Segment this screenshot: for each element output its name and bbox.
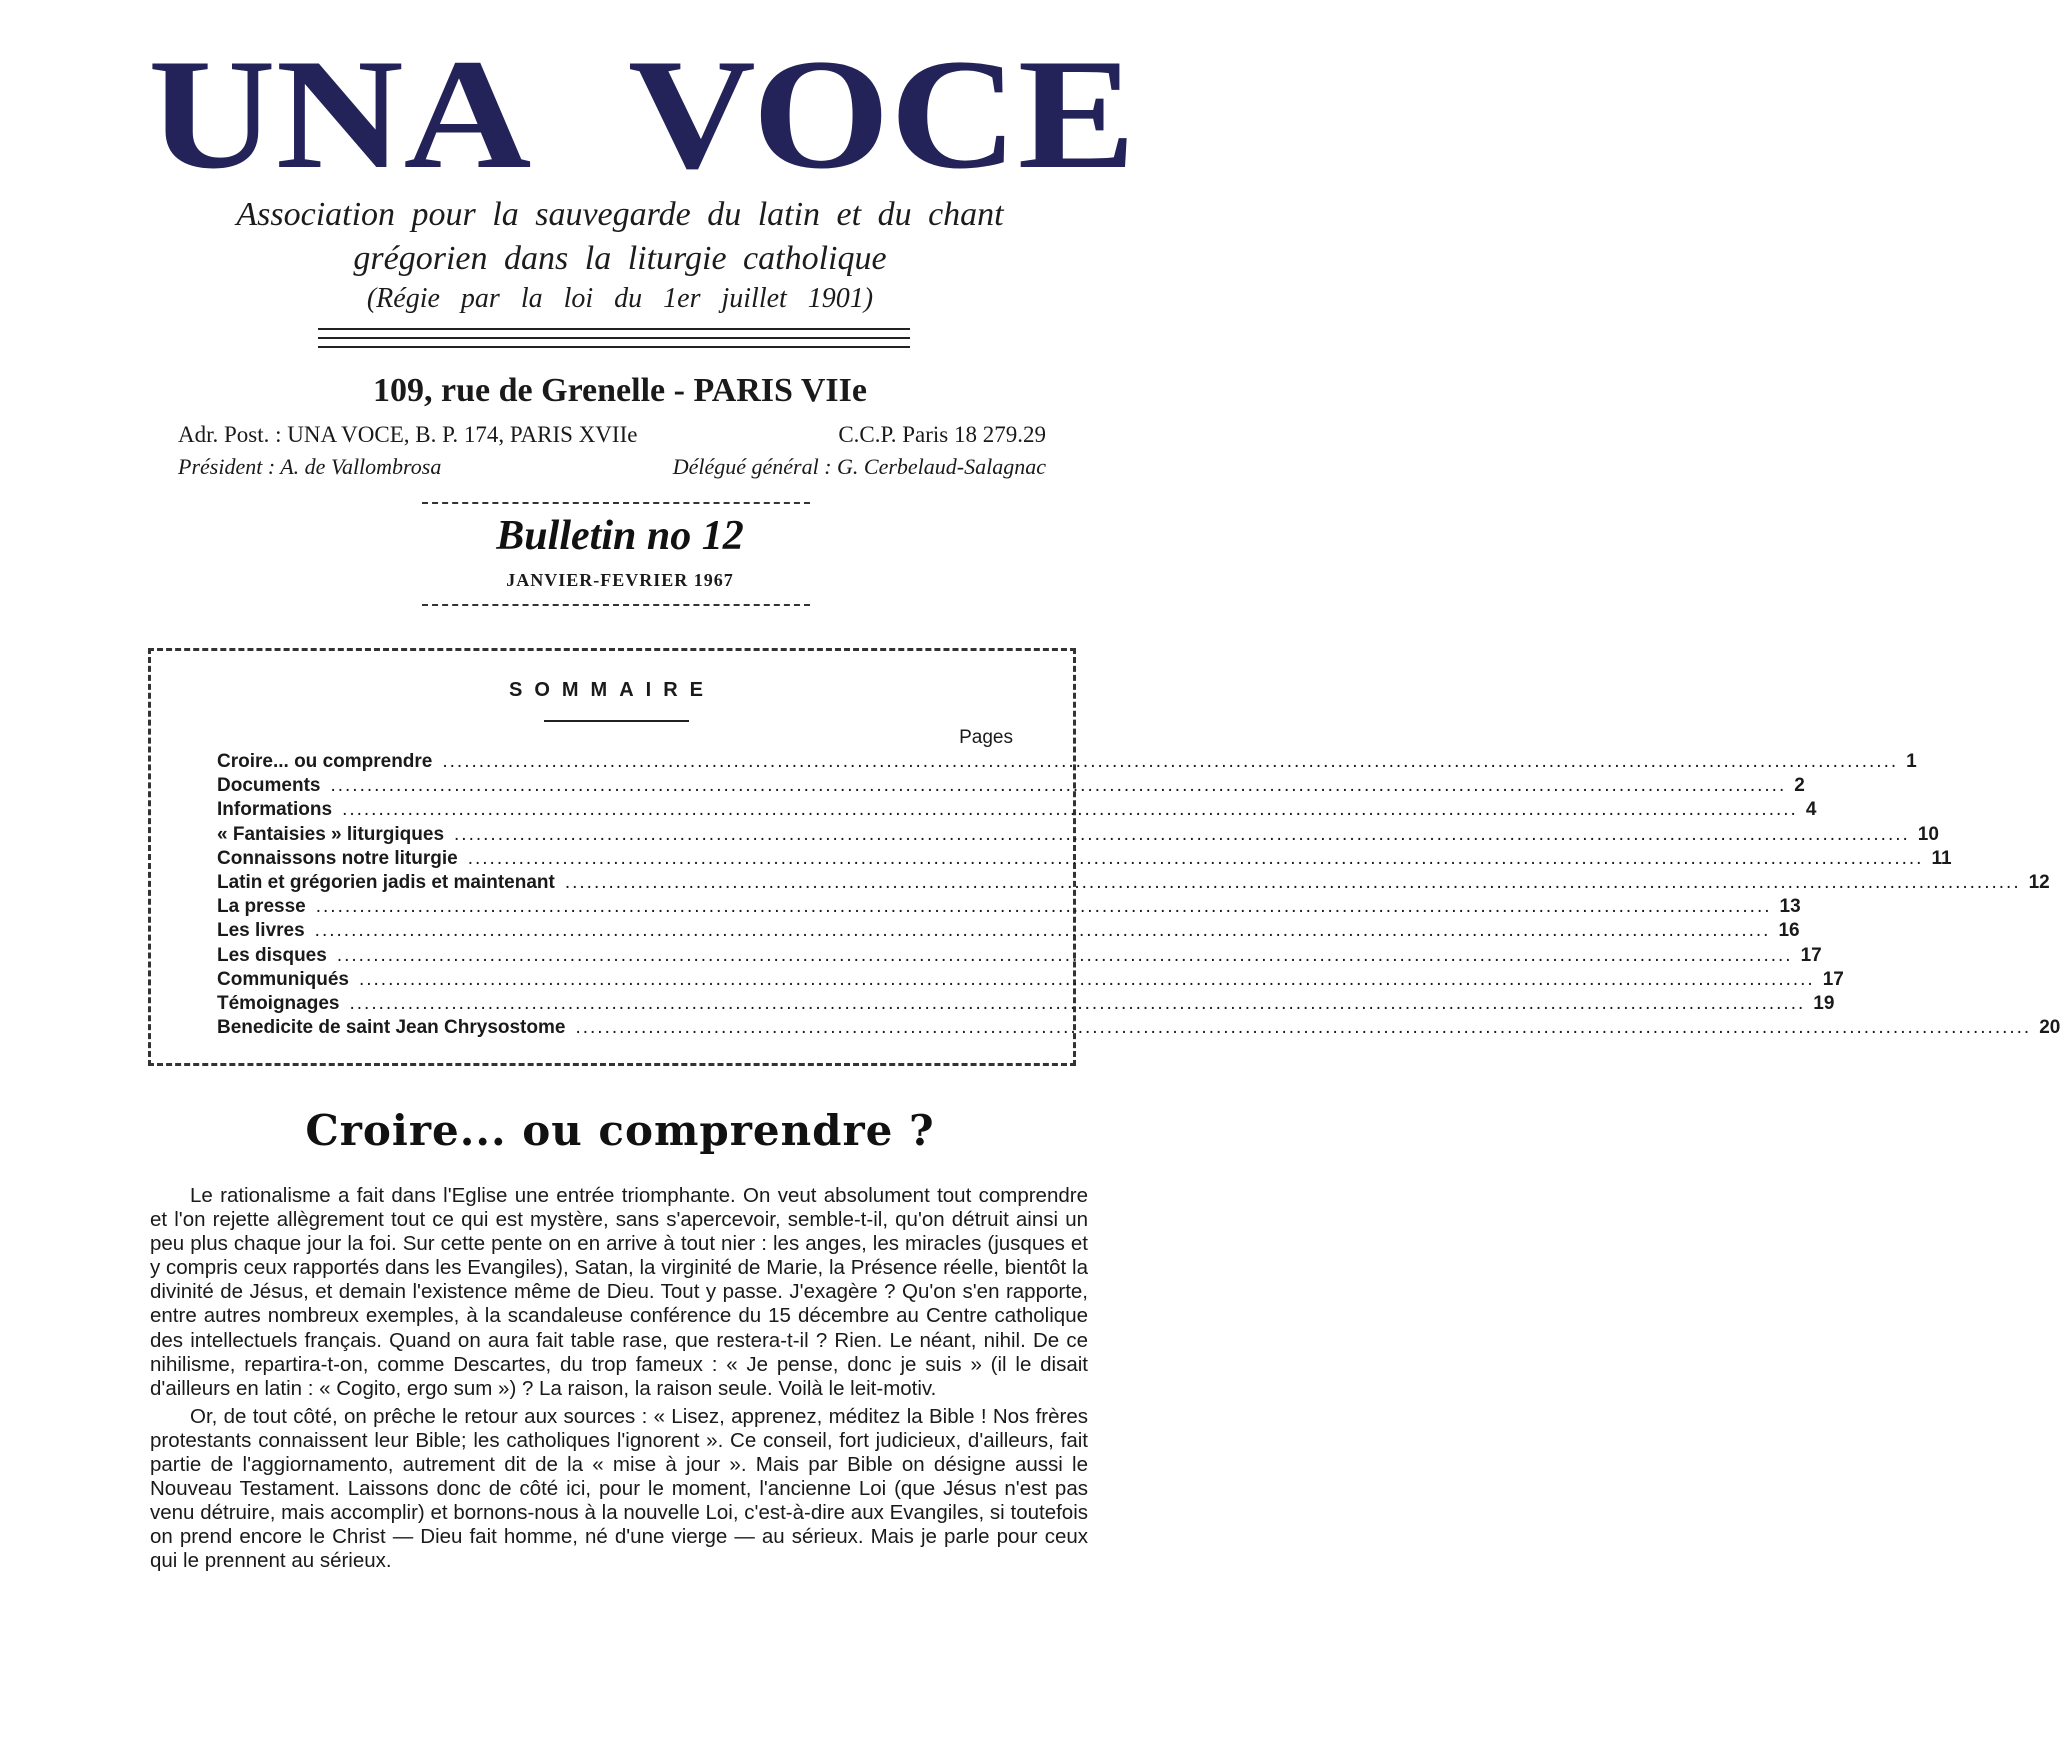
toc-leader-dots: ........................................................................................................................................................................................................ (336, 944, 1793, 966)
toc-entry-page: 1 (1906, 751, 1917, 772)
tagline-line3: (Régie par la loi du 1er juillet 1901) (366, 283, 874, 314)
toc-entry (217, 920, 1800, 944)
divider-top (422, 502, 810, 504)
toc-entry (217, 992, 1835, 1017)
toc-entry-title: Benedicite de saint Jean Chrysostome (217, 1017, 566, 1039)
table-of-contents (217, 751, 2060, 1041)
toc-entry-page: 12 (2028, 871, 2050, 893)
masthead (0, 27, 1240, 202)
article-paragraph: Or, de tout côté, on prêche le retour aux sources : « Lisez, apprenez, méditez la Bible ! Nos frères protestants connaissent leur Bible; les catholiques l'ignorent ». Ce conseil, fort judicieux, d'ailleurs, fait partie de l'aggiornamento, autrement dit de la « mise à jour ». Mais par Bible on désigne aussi le Nouveau Testament. Laissons donc de côté ici, pour le moment, l'ancienne Loi (que Jésus n'est pas venu détruire, mais accomplir) et bornons-nous à la nouvelle Loi, c'est-à-dire aux Evangiles, si toutefois on prend encore le Christ — Dieu fait homme, né d'une vierge — au sérieux. Mais je parle pour ceux qui le prennent au sérieux. (150, 1404, 1088, 1573)
toc-entry-title: Documents (217, 775, 321, 797)
article-title: Croire... ou comprendre ? (305, 1106, 935, 1155)
toc-entry-title: « Fantaisies » liturgiques (217, 823, 445, 845)
article-paragraph: Le rationalisme a fait dans l'Eglise une entrée triomphante. On veut absolument tout comprendre et l'on rejette allègrement tout ce qui est mystère, sans s'apercevoir, semble-t-il, qu'on détruit ainsi un peu plus chaque jour la foi. Sur cette pente on en arrive à tout nier : les anges, les miracles (jusques et y compris ceux rapportés dans les Evangiles), Satan, la virginité de Marie, la Présence réelle, bientôt la divinité de Jésus, et demain l'existence même de Dieu. Tout y passe. J'exagère ? Qu'on s'en rapporte, entre autres nombreux exemples, à la scandaleuse conférence du 15 décembre au Centre catholique des intellectuels français. Quand on aura fait table rase, que restera-t-il ? Rien. Le néant, nihil. De ce nihilisme, repartira-t-on, comme Descartes, du trop fameux : « Je pense, donc je suis » (il le disait d'ailleurs en latin : « Cogito, ergo sum ») ? La raison, la raison seule. Voilà le leit-motiv. (150, 1184, 1088, 1400)
toc-entry (217, 847, 1952, 872)
toc-entry-page: 19 (1813, 992, 1835, 1014)
toc-entry-page: 13 (1779, 896, 1801, 918)
toc-entry-page: 16 (1778, 920, 1800, 942)
masthead-voce: VOCE (628, 27, 1136, 202)
delegate-general: Délégué général : G. Cerbelaud-Salagnac (672, 454, 1046, 479)
toc-entry-title: Communiqués (217, 968, 349, 990)
toc-entry-page: 17 (1822, 968, 1844, 990)
toc-entry-page: 10 (1917, 823, 1939, 845)
bulletin-date: JANVIER-FEVRIER 1967 (506, 570, 734, 590)
toc-leader-dots: ........................................................................................................................................................................................................ (315, 896, 1772, 918)
toc-entry-title: Les disques (217, 944, 327, 966)
toc-leader-dots: ........................................................................................................................................................................................................ (330, 775, 1787, 797)
street-address: 109, rue de Grenelle - PARIS VIIe (373, 372, 867, 409)
toc-entry (217, 823, 1939, 848)
toc-entry-title: Connaissons notre liturgie (217, 847, 458, 869)
toc-leader-dots: ........................................................................................................................................................................................................ (349, 992, 1806, 1014)
postal-address: Adr. Post. : UNA VOCE, B. P. 174, PARIS XVIIe (178, 422, 638, 447)
toc-entry (217, 1017, 2060, 1041)
toc-entry-page: 4 (1805, 799, 1817, 821)
toc-entry (217, 896, 1801, 920)
toc-leader-dots: ........................................................................................................................................................................................................ (454, 823, 1910, 845)
toc-leader-dots: ........................................................................................................................................................................................................ (575, 1017, 2032, 1039)
toc-entry-page: 2 (1794, 775, 1805, 797)
bulletin-title: Bulletin no 12 (496, 513, 744, 559)
toc-entry-title: Témoignages (217, 992, 340, 1014)
toc-leader-dots: ........................................................................................................................................................................................................ (358, 968, 1815, 990)
sommaire-title: SOMMAIRE (509, 679, 715, 701)
president: Président : A. de Vallombrosa (178, 454, 442, 479)
toc-entry-page: 20 (2039, 1017, 2060, 1039)
toc-entry (217, 944, 1822, 969)
toc-entry (217, 968, 1844, 993)
toc-entry (217, 775, 1805, 799)
sommaire-underline (544, 720, 689, 722)
article-body (150, 1184, 1088, 1578)
toc-entry-page: 11 (1931, 847, 1952, 869)
toc-entry (217, 751, 1917, 775)
toc-leader-dots: ........................................................................................................................................................................................................ (342, 799, 1798, 821)
masthead-una: UNA (148, 27, 532, 202)
toc-leader-dots: ........................................................................................................................................................................................................ (467, 847, 1924, 869)
tagline-line2: grégorien dans la liturgie catholique (353, 240, 887, 277)
tagline-line1: Association pour la sauvegarde du latin et du chant (236, 196, 1004, 233)
pages-label: Pages (959, 727, 1013, 748)
ccp-number: C.C.P. Paris 18 279.29 (838, 422, 1046, 447)
divider-bottom (422, 604, 810, 606)
toc-entry-title: Les livres (217, 920, 305, 942)
toc-entry-title: Croire... ou comprendre (217, 751, 433, 772)
toc-entry (217, 871, 2050, 896)
header-rules (318, 328, 910, 355)
toc-entry-title: Informations (217, 799, 333, 821)
toc-leader-dots: ........................................................................................................................................................................................................ (314, 920, 1771, 942)
toc-entry-title: La presse (217, 896, 306, 918)
toc-entry-title: Latin et grégorien jadis et maintenant (217, 871, 555, 893)
toc-entry (217, 799, 1817, 823)
sommaire-box (148, 648, 2060, 1066)
toc-entry-page: 17 (1800, 944, 1822, 966)
toc-leader-dots: ........................................................................................................................................................................................................ (564, 871, 2021, 893)
toc-leader-dots: ........................................................................................................................................................................................................ (442, 751, 1899, 772)
